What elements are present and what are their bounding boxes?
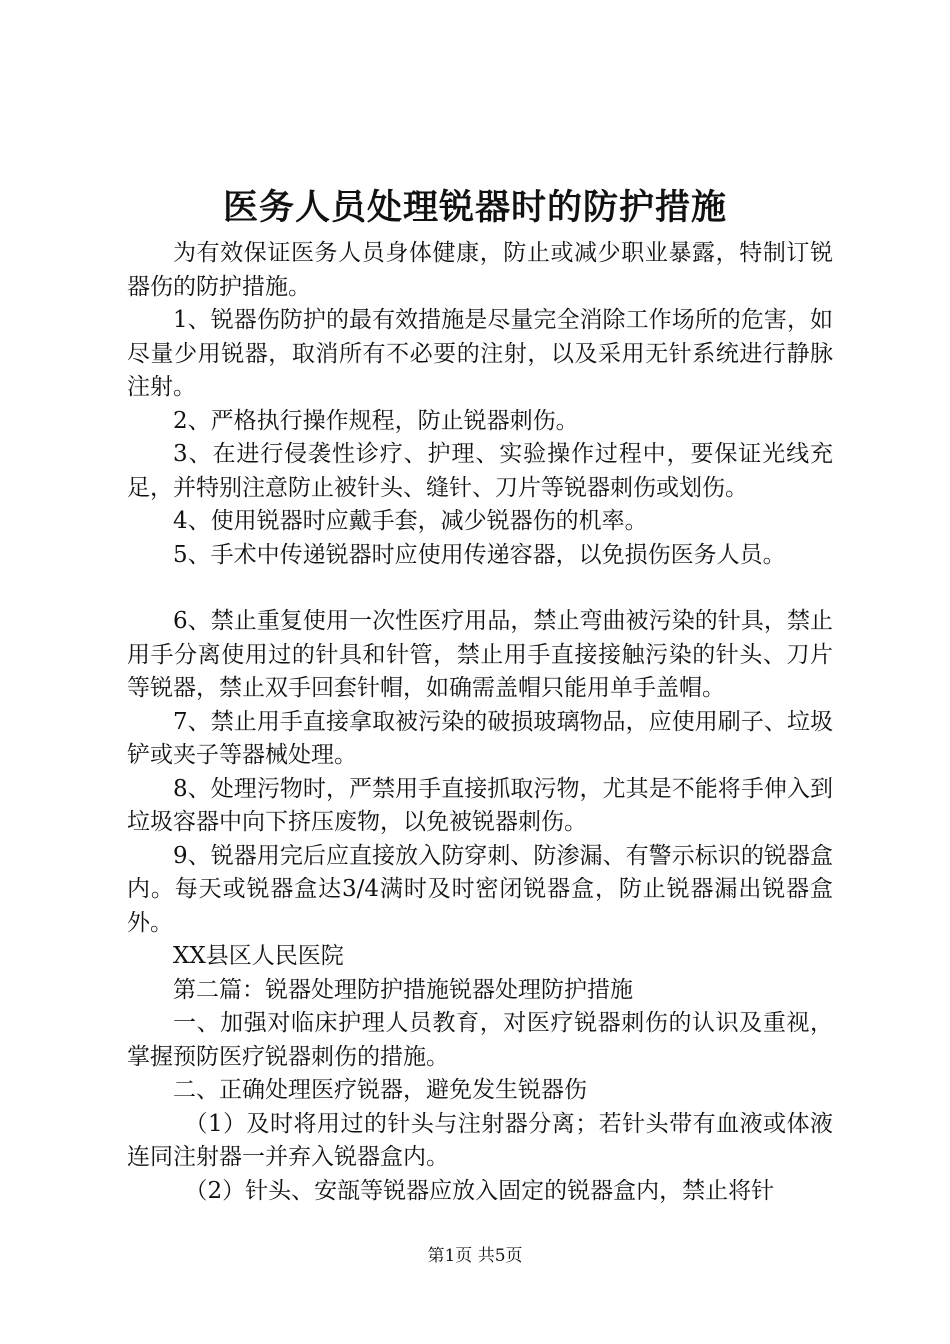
paragraph-item-4: 4、使用锐器时应戴手套，减少锐器伤的机率。 [173, 508, 648, 534]
document-title: 医务人员处理锐器时的防护措施 [222, 187, 727, 228]
paragraph-item-3: 3、在进行侵袭性诊疗、护理、实验操作过程中，要保证光线充足，并特别注意防止被针头、缝针、刀片等锐器刺伤或划伤。 [127, 441, 833, 501]
paragraph-item-1: 1、锐器伤防护的最有效措施是尽量完全消除工作场所的危害，如尽量少用锐器，取消所有不必要的注射，以及采用无针系统进行静脉注射。 [127, 307, 833, 400]
paragraph-item-7: 7、禁止用手直接拿取被污染的破损玻璃物品，应使用刷子、垃圾铲或夹子等器械处理。 [127, 708, 833, 768]
paragraph-section-two: 二、正确处理医疗锐器，避免发生锐器伤 [173, 1077, 587, 1103]
paragraph-hospital-name: XX县区人民医院 [173, 943, 344, 969]
paragraph-item-6: 6、禁止重复使用一次性医疗用品，禁止弯曲被污染的针具，禁止用手分离使用过的针具和针管，禁止用手直接接触污染的针头、刀片等锐器，禁止双手回套针帽，如确需盖帽只能用单手盖帽。 [127, 608, 833, 701]
paragraph-sub-item-1: （1）及时将用过的针头与注射器分离；若针头带有血液或体液连同注射器一并弃入锐器盒内。 [127, 1110, 833, 1170]
paragraph-intro: 为有效保证医务人员身体健康，防止或减少职业暴露，特制订锐器伤的防护措施。 [127, 240, 833, 300]
paragraph-item-5: 5、手术中传递锐器时应使用传递容器，以免损伤医务人员。 [173, 541, 786, 568]
paragraph-item-2: 2、严格执行操作规程，防止锐器刺伤。 [173, 407, 579, 434]
page-indicator: 第1页 共5页 [427, 1246, 523, 1266]
paragraph-second-part-heading: 第二篇：锐器处理防护措施锐器处理防护措施 [173, 976, 633, 1003]
paragraph-sub-item-2: （2）针头、安瓿等锐器应放入固定的锐器盒内，禁止将针 [184, 1177, 775, 1204]
paragraph-item-9: 9、锐器用完后应直接放入防穿刺、防渗漏、有警示标识的锐器盒内。每天或锐器盒达3/4满时及时密闭锐器盒，防止锐器漏出锐器盒外。 [127, 842, 833, 936]
document-body [127, 237, 833, 1208]
paragraph-item-8: 8、处理污物时，严禁用手直接抓取污物，尤其是不能将手伸入到垃圾容器中向下挤压废物，以免被锐器刺伤。 [127, 775, 833, 835]
paragraph-section-one: 一、加强对临床护理人员教育，对医疗锐器刺伤的认识及重视，掌握预防医疗锐器刺伤的措施。 [127, 1010, 833, 1070]
